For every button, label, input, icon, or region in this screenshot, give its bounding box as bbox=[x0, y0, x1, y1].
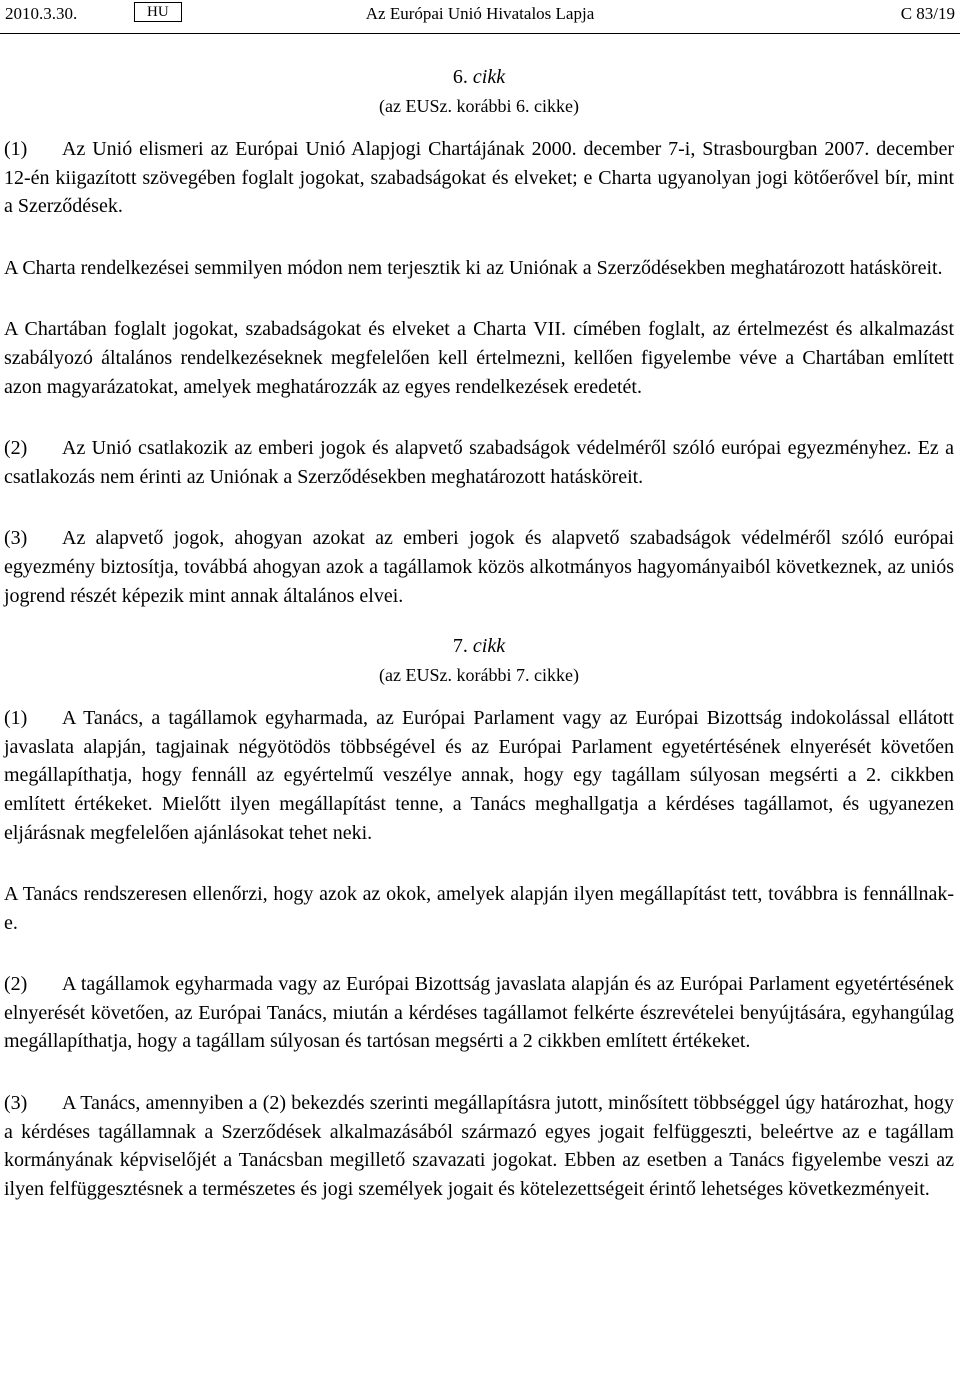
article-title: 6. cikk bbox=[452, 66, 506, 88]
article-6-heading bbox=[4, 63, 954, 121]
paragraph: (3) A Tanács, amennyiben a (2) bekezdés szerinti megállapításra jutott, minősített többséggel úgy határozhat, hogy a kérdéses tagállamnak a Szerződések alkalmazásából származó egyes jogait felfüggeszti, beleértve az e tagállam kormányának képviselőjét a Tanácsban megillető szavazati jogokat. Ebben az esetben a Tanács figyelembe veszi az ilyen felfüggesztésnek a természetes és jogi személyek jogait és kötelezettségeit érintő lehetséges következményeit. bbox=[4, 1092, 954, 1200]
paragraph: (2) A tagállamok egyharmada vagy az Európai Bizottság javaslata alapján és az Európai Parlament egyetértésének elnyerését követően, az Európai Tanács, miután a kérdéses tagállamot felkérte észrevételei benyújtására, egyhangúlag megállapíthatja, hogy a tagállam súlyosan és tartósan megsérti a 2 cikkben említett értékeket. bbox=[4, 973, 954, 1053]
page-number: C 83/19 bbox=[900, 4, 955, 23]
article-subtitle: (az EUSz. korábbi 6. cikke) bbox=[379, 96, 579, 116]
article-title: 7. cikk bbox=[452, 635, 506, 658]
paragraph: A Charta rendelkezései semmilyen módon nem terjesztik ki az Uniónak a Szerződésekben meghatározott hatásköreit. bbox=[4, 256, 943, 279]
paragraph: (1) A Tanács, a tagállamok egyharmada, az Európai Parlament vagy az Európai Bizottság indokolással ellátott javaslata alapján, tagjainak négyötödös többségével és az Európai Parlament egyetértésének elnyerését követően megállapíthatja, hogy fennáll az egyértelmű veszélye annak, hogy egy tagállam súlyosan megsérti a 2. cikkben említett értékeket. Mielőtt ilyen megállapítást tenne, a Tanács meghallgatja a kérdéses tagállamot, és ugyanezen eljárásnak megfelelően ajánlásokat tehet neki. bbox=[4, 707, 954, 844]
publication-date: 2010.3.30. bbox=[5, 4, 78, 23]
document-body bbox=[4, 40, 954, 1203]
paragraph: A Chartában foglalt jogokat, szabadságokat és elveket a Charta VII. címében foglalt, az értelmezést és alkalmazást szabályozó általános rendelkezéseknek megfelelően kell értelmezni, kellően figyelembe véve a Chartában említett azon magyarázatokat, amelyek meghatározzák az egyes rendelkezések eredetét. bbox=[4, 318, 954, 398]
paragraph: (3) Az alapvető jogok, ahogyan azokat az emberi jogok és alapvető szabadságok védelméről szóló európai egyezmény biztosítja, továbbá ahogyan azok a tagállamok közös alkotmányos hagyományaiból következnek, az uniós jogrend részét képezik mint annak általános elvei. bbox=[4, 527, 954, 607]
article-subtitle: (az EUSz. korábbi 7. cikke) bbox=[379, 665, 579, 686]
language-badge: HU bbox=[134, 2, 182, 22]
page-header bbox=[0, 0, 960, 34]
paragraph: (2) Az Unió csatlakozik az emberi jogok és alapvető szabadságok védelméről szóló európai egyezményhez. Ez a csatlakozás nem érinti az Uniónak a Szerződésekben meghatározott hatásköreit. bbox=[4, 437, 954, 488]
article-7-heading bbox=[4, 632, 954, 690]
journal-title: Az Európai Unió Hivatalos Lapja bbox=[365, 4, 595, 23]
paragraph: (1) Az Unió elismeri az Európai Unió Alapjogi Chartájának 2000. december 7-i, Strasbourgban 2007. december 12-én kiigazított szövegében foglalt jogokat, szabadságokat és elveket; e Charta ugyanolyan jogi kötőerővel bír, mint a Szerződések. bbox=[4, 138, 954, 218]
paragraph: A Tanács rendszeresen ellenőrzi, hogy azok az okok, amelyek alapján ilyen megállapítást tett, továbbra is fennállnak-e. bbox=[4, 883, 954, 934]
